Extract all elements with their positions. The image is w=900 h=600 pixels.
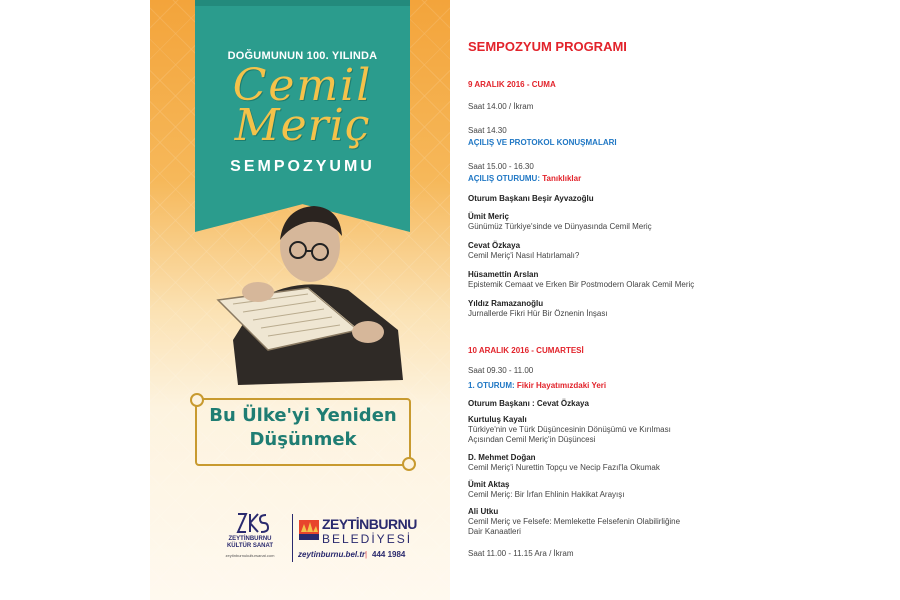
day2-break: Saat 11.00 - 11.15 Ara / İkram — [468, 549, 574, 558]
slogan-line-2: Düşünmek — [249, 429, 357, 450]
day1-session3-topic: Tanıklıklar — [542, 174, 582, 183]
slogan-line-1: Bu Ülke'yi Yeniden — [209, 405, 397, 426]
logo-divider — [292, 514, 293, 562]
municipality-emblem-icon — [298, 518, 320, 542]
municipality-name: ZEYTİNBURNU — [322, 516, 417, 532]
day1-session3-heading — [468, 174, 581, 184]
speaker-talk: Jurnallerde Fikri Hür Bir Öznenin İnşası — [468, 309, 608, 318]
program-title: SEMPOZYUM PROGRAMI — [468, 39, 627, 54]
speaker-talk: Cemil Meriç'i Nasıl Hatırlamalı? — [468, 251, 580, 260]
kultur-sanat-name: ZEYTİNBURNU KÜLTÜR SANAT — [226, 536, 274, 549]
municipality-phone: 444 1984 — [372, 550, 406, 559]
contact-separator: | — [365, 550, 368, 559]
municipality-type: BELEDİYESİ — [322, 532, 413, 546]
day1-session1-time: Saat 14.00 / İkram — [468, 102, 534, 111]
day2-chair: Oturum Başkanı : Cevat Özkaya — [468, 399, 589, 408]
day2-session1-time: Saat 09.30 - 11.00 — [468, 366, 534, 375]
speaker-talk: Epistemik Cemaat ve Erken Bir Postmodern Olarak Cemil Meriç — [468, 280, 695, 289]
municipality-website[interactable]: zeytinburnu.bel.tr — [298, 550, 366, 559]
day2-session1-heading — [468, 381, 606, 391]
speaker-name: Ümit Aktaş — [468, 480, 510, 489]
sponsor-logos — [210, 512, 450, 572]
day2-session1-topic: Fikir Hayatımızdaki Yeri — [516, 381, 607, 390]
speaker-talk-cont: Açısından Cemil Meriç'in Düşüncesi — [468, 435, 596, 444]
poster-name-first: Cemil — [232, 60, 373, 111]
kultur-sanat-logo-icon — [230, 512, 270, 534]
kultur-sanat-website[interactable]: zeytinburnukultursanat.com — [225, 553, 275, 558]
day1-session2-title: AÇILIŞ VE PROTOKOL KONUŞMALARI — [468, 138, 617, 147]
speaker-talk: Günümüz Türkiye'sinde ve Dünyasında Cemil Meriç — [468, 222, 652, 231]
day1-session2-time: Saat 14.30 — [468, 126, 507, 135]
speaker-name: Kurtuluş Kayalı — [468, 415, 527, 424]
day1-date: 9 ARALIK 2016 - CUMA — [468, 80, 556, 89]
day1-session3-label: AÇILIŞ OTURUMU: — [468, 174, 540, 183]
speaker-name: Hüsamettin Arslan — [468, 270, 539, 279]
speaker-talk: Türkiye'nin ve Türk Düşüncesinin Dönüşümü ve Kırılması — [468, 425, 671, 434]
day2-date: 10 ARALIK 2016 - CUMARTESİ — [468, 346, 584, 355]
speaker-name: Cevat Özkaya — [468, 241, 521, 250]
day1-chair: Oturum Başkanı Beşir Ayvazoğlu — [468, 194, 594, 203]
speaker-talk: Cemil Meriç: Bir İrfan Ehlinin Hakikat Arayışı — [468, 490, 625, 499]
poster-subtitle: DOĞUMUNUN 100. YILINDA — [227, 50, 378, 62]
speaker-talk: Cemil Meriç'i Nurettin Topçu ve Necip Fazıl'la Okumak — [468, 463, 660, 472]
speaker-talk-cont: Dair Kanaatleri — [468, 527, 521, 536]
speaker-name: Ali Utku — [468, 507, 499, 516]
speaker-talk: Cemil Meriç ve Felsefe: Memlekette Felsefenin Olabilirliğine — [468, 517, 681, 526]
speaker-name: D. Mehmet Doğan — [468, 453, 536, 462]
day1-session3-time: Saat 15.00 - 16.30 — [468, 162, 534, 171]
reading-man-illustration — [198, 180, 418, 400]
poster-event-name: SEMPOZYUMU — [230, 158, 375, 175]
speaker-name: Yıldız Ramazanoğlu — [468, 299, 544, 308]
day2-session1-label: 1. OTURUM: — [468, 381, 515, 390]
symposium-program — [468, 0, 888, 600]
poster-name-last: Meriç — [234, 100, 371, 151]
event-poster — [150, 0, 450, 600]
speaker-name: Ümit Meriç — [468, 212, 509, 221]
